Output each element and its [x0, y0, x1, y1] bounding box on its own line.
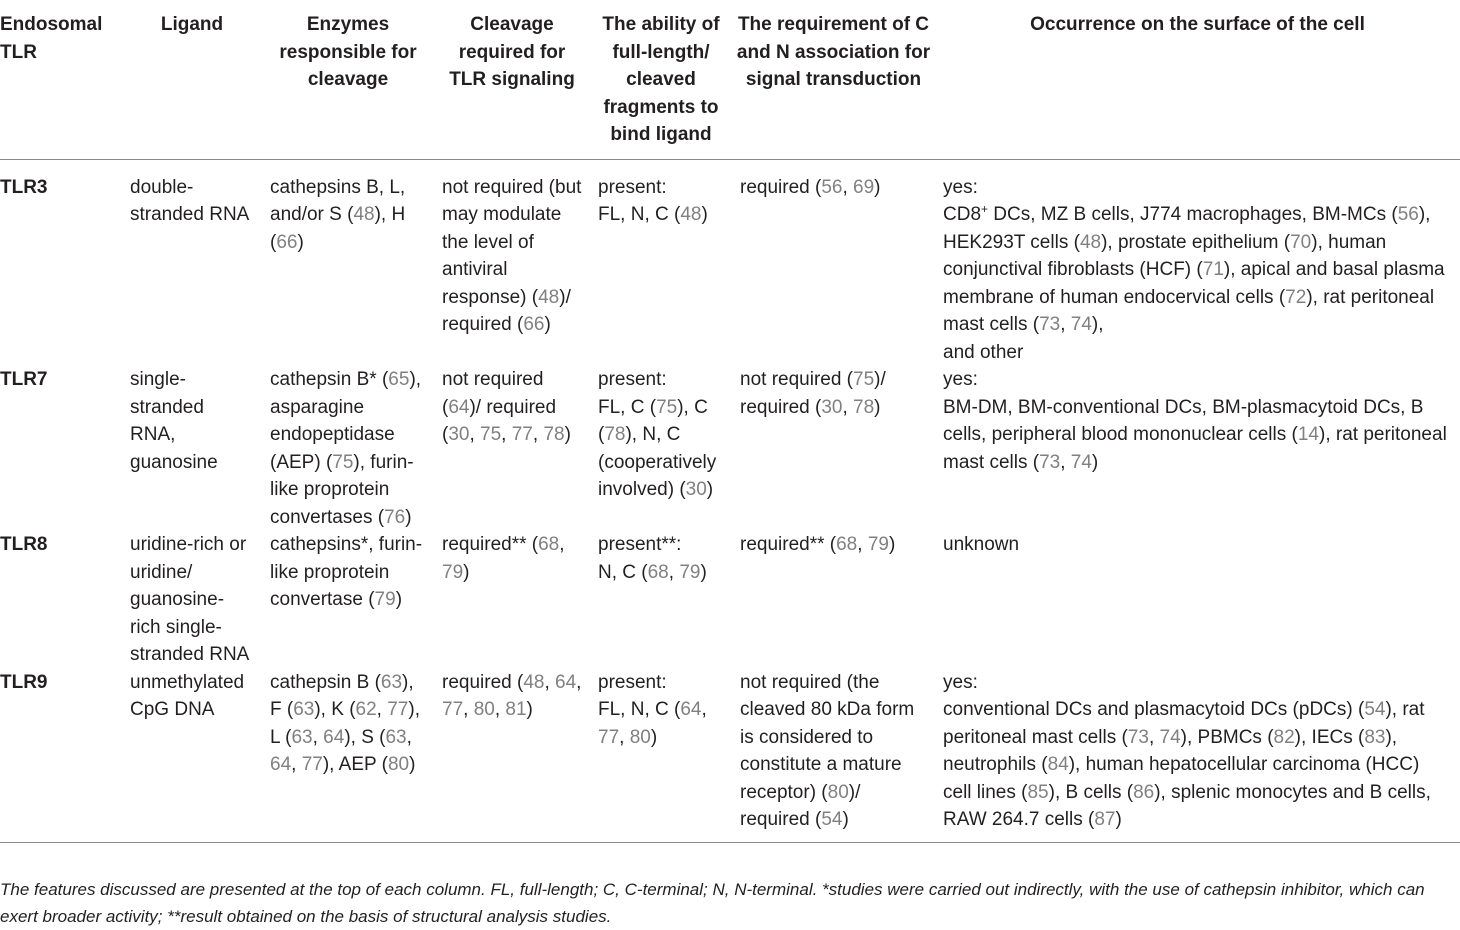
tlr-name-cell: TLR9 [0, 669, 122, 843]
cell-text: , [1060, 314, 1071, 335]
association-cell [732, 159, 935, 366]
cell-text: ), rat peritoneal mast cells ( [943, 699, 1425, 748]
occurrence-cell [935, 531, 1460, 669]
table-row [0, 159, 1460, 366]
table-footnote: The features discussed are presented at the top of each column. FL, full-length; C, C-terminal; N, N-terminal. *studies were carried out indirectly, with the use of cathepsin inhibitor, which can exert broader activity; **result obtained on the basis of structural analysis studies. [0, 880, 1425, 926]
reference-link[interactable]: 83 [1364, 726, 1386, 748]
cell-text: , [469, 424, 481, 445]
cell-text: ) [395, 589, 403, 610]
reference-link[interactable]: 64 [323, 726, 345, 748]
cell-text: , [406, 726, 412, 748]
header-binding-ability: The ability of full-length/ cleaved fragments to bind ligand [590, 0, 732, 159]
cell-text: ), H ( [270, 204, 406, 253]
cell-text: , [559, 534, 565, 555]
header-association-requirement: The requirement of C and N association for signal transduction [732, 0, 935, 159]
binding-cell [590, 531, 732, 669]
reference-link[interactable]: 82 [1273, 726, 1295, 748]
reference-link[interactable]: 54 [1364, 699, 1386, 720]
cell-text: N, C ( [598, 561, 648, 583]
cell-text: cathepsins*, furin-like proprotein convertase ( [270, 534, 423, 610]
reference-link[interactable]: 76 [384, 506, 406, 528]
cell-text: present**: [598, 534, 682, 555]
cell-text: ) [874, 396, 881, 418]
cell-text: CD8 [943, 204, 982, 225]
reference-link[interactable]: 81 [505, 699, 527, 720]
reference-link[interactable]: 56 [821, 176, 843, 198]
cell-text: not required (the cleaved 80 kDa form is considered to constitute a mature receptor) ( [740, 671, 915, 803]
cell-text: yes: [943, 671, 978, 693]
cell-text: present: [598, 176, 667, 198]
cell-text: ), rat peritoneal mast cells ( [943, 424, 1447, 473]
cell-text: required ( [740, 176, 822, 198]
reference-link[interactable]: 62 [355, 699, 377, 720]
cell-text: , [842, 176, 854, 198]
cell-text: ) [405, 506, 412, 528]
cell-text: ), C ( [598, 396, 708, 445]
cell-text: ), rat peritoneal mast cells ( [943, 286, 1435, 335]
cell-text: ), furin-like proprotein convertases ( [270, 451, 414, 528]
cell-text: ) [409, 754, 416, 775]
reference-link[interactable]: 30 [821, 396, 843, 418]
cell-text: ), AEP ( [322, 754, 388, 775]
cell-text: ) [297, 231, 304, 253]
cell-text: ) [544, 314, 551, 335]
cell-text: ) [650, 726, 658, 748]
table-row [0, 366, 1460, 531]
cell-text: , [501, 424, 512, 445]
reference-link[interactable]: 48 [353, 204, 375, 225]
cell-text: and other [943, 341, 1024, 363]
cell-text: not required ( [740, 369, 854, 390]
cell-text: ) [526, 699, 533, 720]
cell-text: required ( [442, 671, 524, 693]
reference-link[interactable]: 86 [1133, 781, 1155, 803]
cell-text: FL, N, C ( [598, 699, 681, 720]
cell-text: ), PBMCs ( [1180, 726, 1274, 748]
cell-text: ), neutrophils ( [943, 726, 1398, 775]
cell-text: , [532, 424, 544, 445]
reference-link[interactable]: 75 [853, 369, 875, 390]
reference-link[interactable]: 30 [685, 479, 707, 500]
occurrence-cell [935, 159, 1460, 366]
reference-link[interactable]: 70 [1290, 231, 1312, 253]
cell-text: not required ( [442, 369, 544, 418]
reference-link[interactable]: 80 [629, 726, 651, 748]
cell-text: ), F ( [270, 671, 414, 720]
association-cell [732, 366, 935, 531]
cell-text: , [857, 534, 868, 555]
cell-text: required** ( [740, 534, 837, 555]
cell-text: ), HEK293T cells ( [943, 204, 1431, 253]
cell-text: )/ required ( [442, 396, 557, 445]
binding-cell [590, 669, 732, 843]
cell-text: BM-DM, BM-conventional DCs, BM-plasmacytoid DCs, B cells, peripheral blood mononuclear cells ( [943, 396, 1424, 445]
ligand-cell: uridine-rich or uridine/ guanosine-rich single-stranded RNA [130, 534, 250, 665]
cell-text: ) [564, 424, 571, 445]
table-row [0, 531, 1460, 669]
cell-text: , [619, 726, 630, 748]
reference-link[interactable]: 56 [1397, 204, 1419, 225]
cell-text: unknown [943, 534, 1020, 555]
reference-link[interactable]: 74 [1159, 726, 1181, 748]
cell-text: ) [1115, 809, 1122, 830]
superscript: + [981, 202, 989, 216]
reference-link[interactable]: 77 [598, 726, 620, 748]
reference-link[interactable]: 85 [1027, 781, 1049, 803]
ligand-cell: single-stranded RNA, guanosine [130, 369, 218, 473]
cell-text: , [701, 699, 707, 720]
reference-link[interactable]: 48 [1079, 231, 1102, 253]
binding-cell [590, 159, 732, 366]
cell-text: ) [700, 561, 707, 583]
reference-link[interactable]: 77 [511, 424, 533, 445]
reference-link[interactable]: 75 [480, 424, 502, 445]
cell-text: , [1148, 726, 1160, 748]
reference-link[interactable]: 80 [827, 781, 849, 803]
cell-text: ), N, C (cooperatively involved) ( [598, 424, 717, 500]
reference-link[interactable]: 80 [387, 754, 410, 775]
cell-text: , [312, 726, 324, 748]
reference-link[interactable]: 84 [1047, 754, 1069, 775]
header-surface-occurrence: Occurrence on the surface of the cell [935, 0, 1460, 159]
cell-text: ), human hepatocellular carcinoma (HCC) cell lines ( [943, 754, 1420, 803]
cell-text: , [576, 671, 582, 693]
cell-text: ), IECs ( [1294, 726, 1365, 748]
cell-text: , [668, 561, 680, 583]
cleavage-cell [434, 669, 590, 843]
ligand-cell: unmethylated CpG DNA [122, 669, 262, 843]
reference-link[interactable]: 80 [473, 699, 495, 720]
reference-link[interactable]: 63 [291, 726, 313, 748]
reference-link[interactable]: 66 [276, 231, 298, 253]
reference-link[interactable]: 66 [523, 314, 545, 335]
reference-link[interactable]: 77 [442, 699, 464, 720]
reference-link[interactable]: 48 [523, 671, 545, 693]
reference-link[interactable]: 79 [374, 589, 396, 610]
cell-text: yes: [943, 176, 978, 198]
association-cell [732, 669, 935, 843]
cell-text: ), apical and basal plasma membrane of human endocervical cells ( [943, 259, 1445, 308]
reference-link[interactable]: 68 [647, 561, 669, 583]
cell-text: , [463, 699, 474, 720]
reference-link[interactable]: 14 [1297, 424, 1319, 445]
header-endosomal-tlr: Endosomal TLR [0, 0, 122, 159]
reference-link[interactable]: 63 [293, 699, 315, 720]
cleavage-cell [434, 159, 590, 366]
enzymes-cell [262, 366, 434, 531]
reference-link[interactable]: 79 [679, 561, 701, 583]
cell-text: ), L ( [270, 699, 420, 748]
header-ligand: Ligand [122, 0, 262, 159]
cell-text: conventional DCs and plasmacytoid DCs (pDCs) ( [943, 699, 1365, 720]
reference-link[interactable]: 73 [1039, 314, 1061, 335]
reference-link[interactable]: 78 [853, 396, 875, 418]
association-cell [732, 531, 935, 669]
enzymes-cell [262, 669, 434, 843]
cell-text: ), S ( [344, 726, 386, 748]
reference-link[interactable]: 30 [448, 424, 470, 445]
reference-link[interactable]: 64 [448, 396, 470, 418]
reference-link[interactable]: 79 [442, 561, 464, 583]
cell-text: DCs, MZ B cells, J774 macrophages, BM-MCs ( [988, 204, 1398, 225]
header-row [0, 0, 1460, 159]
reference-link[interactable]: 74 [1070, 451, 1092, 473]
cell-text: , [544, 671, 556, 693]
cell-text: FL, N, C ( [598, 204, 681, 225]
cell-text: required** ( [442, 534, 539, 555]
reference-link[interactable]: 65 [388, 369, 410, 390]
reference-link[interactable]: 78 [604, 424, 626, 445]
occurrence-cell [935, 366, 1460, 531]
reference-link[interactable]: 68 [538, 534, 560, 555]
cell-text: ) [706, 479, 714, 500]
reference-link[interactable]: 75 [332, 451, 354, 473]
cell-text: present: [598, 671, 667, 693]
reference-link[interactable]: 48 [680, 204, 702, 225]
cell-text: ), splenic monocytes and B cells, RAW 264.7 cells ( [943, 781, 1431, 830]
cell-text: , [494, 699, 506, 720]
reference-link[interactable]: 69 [853, 176, 875, 198]
cell-text: ), prostate epithelium ( [1101, 231, 1291, 253]
reference-link[interactable]: 73 [1039, 451, 1061, 473]
cell-text: ), asparagine endopeptidase (AEP) ( [270, 369, 422, 473]
cell-text: FL, C ( [598, 396, 657, 418]
cell-text: yes: [943, 369, 978, 390]
reference-link[interactable]: 48 [538, 286, 560, 308]
cell-text: cathepsin B* ( [270, 369, 389, 390]
reference-link[interactable]: 78 [543, 424, 565, 445]
tlr-name-cell: TLR3 [0, 176, 48, 198]
cell-text: ), B cells ( [1048, 781, 1134, 803]
occurrence-cell [935, 669, 1460, 843]
cell-text: ) [874, 176, 881, 198]
cell-text: cathepsin B ( [270, 671, 381, 693]
cell-text: )/ required ( [442, 286, 571, 335]
cell-text: ) [701, 204, 708, 225]
cell-text: ) [888, 534, 896, 555]
cell-text: )/ required ( [740, 781, 861, 830]
reference-link[interactable]: 68 [836, 534, 858, 555]
cell-text: )/ required ( [740, 369, 886, 418]
table-row [0, 669, 1460, 843]
enzymes-cell [262, 531, 434, 669]
reference-link[interactable]: 75 [656, 396, 678, 418]
header-enzymes: Enzymes responsible for cleavage [262, 0, 434, 159]
reference-link[interactable]: 72 [1285, 286, 1307, 308]
ligand-cell: double-stranded RNA [130, 176, 250, 225]
cell-text: , [842, 396, 854, 418]
cell-text: ), human conjunctival fibroblasts (HCF) ( [943, 231, 1387, 280]
cell-text: ), [1091, 314, 1104, 335]
cell-text: ) [463, 561, 470, 583]
cell-text: , [291, 754, 302, 775]
binding-cell [590, 366, 732, 531]
cell-text: present: [598, 369, 667, 390]
reference-link[interactable]: 63 [380, 671, 403, 693]
reference-link[interactable]: 63 [385, 726, 407, 748]
cell-text: , [376, 699, 388, 720]
cell-text: not required (but may modulate the level of antiviral response) ( [442, 176, 582, 308]
reference-link[interactable]: 87 [1094, 809, 1116, 830]
reference-link[interactable]: 79 [867, 534, 889, 555]
reference-link[interactable]: 64 [555, 671, 577, 693]
cell-text: cathepsins B, L, and/or S ( [270, 176, 406, 225]
cell-text: ) [1091, 451, 1099, 473]
reference-link[interactable]: 64 [270, 754, 292, 775]
reference-link[interactable]: 77 [387, 699, 409, 720]
tlr-name-cell: TLR7 [0, 369, 48, 390]
reference-link[interactable]: 64 [680, 699, 702, 720]
cell-text: ) [842, 809, 849, 830]
tlr-name-cell: TLR8 [0, 534, 48, 555]
cell-text: , [1060, 451, 1071, 473]
enzymes-cell [262, 159, 434, 366]
reference-link[interactable]: 77 [301, 754, 323, 775]
reference-link[interactable]: 74 [1070, 314, 1092, 335]
reference-link[interactable]: 71 [1202, 259, 1224, 280]
cleavage-cell [434, 366, 590, 531]
reference-link[interactable]: 54 [821, 809, 843, 830]
reference-link[interactable]: 73 [1127, 726, 1149, 748]
cleavage-cell [434, 531, 590, 669]
header-cleavage-required: Cleavage required for TLR signaling [434, 0, 590, 159]
cell-text: ), K ( [314, 699, 356, 720]
